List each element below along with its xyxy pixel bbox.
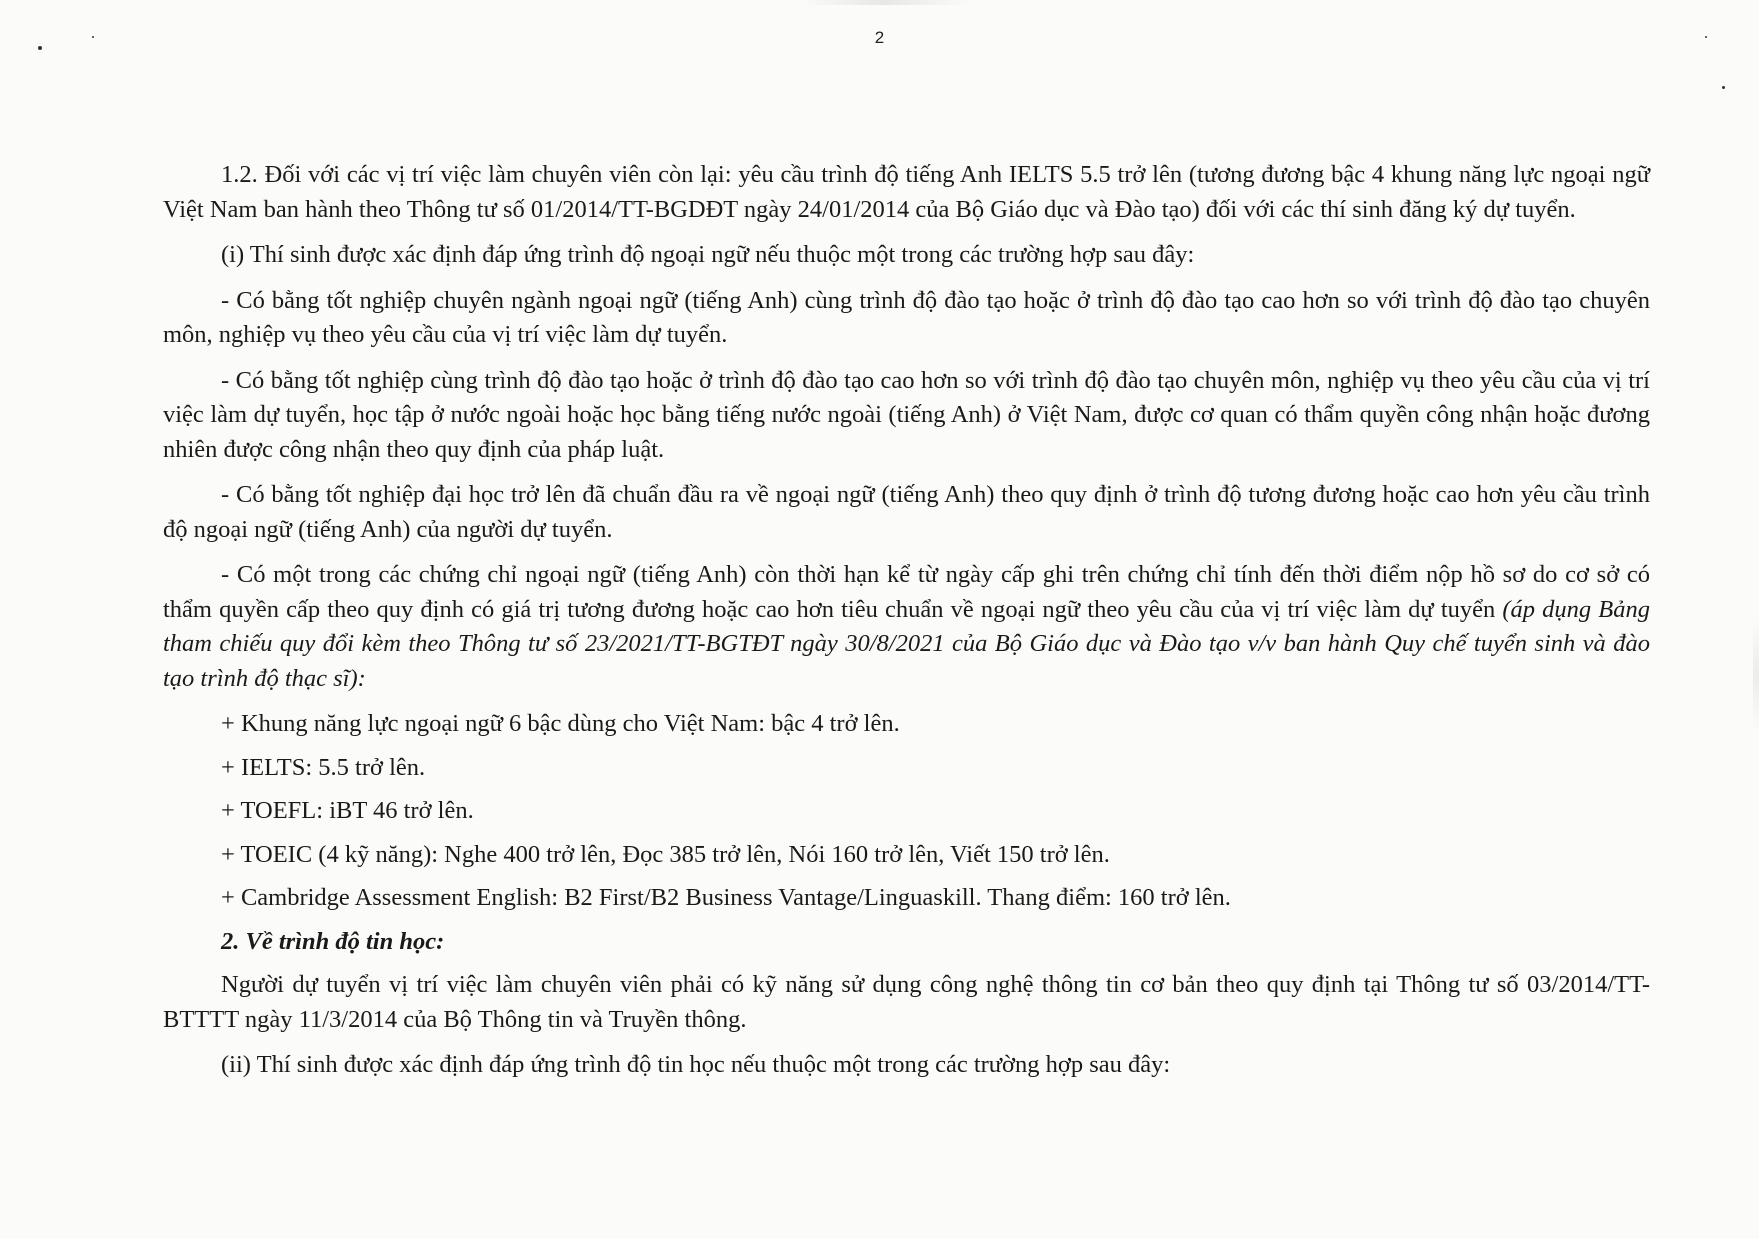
- list-item-toefl: + TOEFL: iBT 46 trở lên.: [221, 797, 474, 824]
- paragraph-foreign-language-cases-intro: (i) Thí sinh được xác định đáp ứng trình độ ngoại ngữ nếu thuộc một trong các trường hợp sau đây:: [221, 241, 1195, 268]
- scan-artifact-top: [800, 0, 970, 5]
- paragraph-case-language-degree: - Có bằng tốt nghiệp chuyên ngành ngoại ngữ (tiếng Anh) cùng trình độ đào tạo hoặc ở trình độ đào tạo cao hơn so với trình độ đào tạo chuyên môn, nghiệp vụ theo yêu cầu của vị trí việc làm dự tuyển.: [163, 286, 1650, 348]
- paragraph-case-foreign-study: - Có bằng tốt nghiệp cùng trình độ đào tạo hoặc ở trình độ đào tạo cao hơn so với trình độ đào tạo chuyên môn, nghiệp vụ theo yêu cầu của vị trí việc làm dự tuyển, học tập ở nước ngoài hoặc học bằng tiếng nước ngoài (tiếng Anh) ở Việt Nam, được cơ quan có thẩm quyền công nhận hoặc đương nhiên được công nhận theo quy định của pháp luật.: [163, 366, 1650, 463]
- list-item-toeic: + TOEIC (4 kỹ năng): Nghe 400 trở lên, Đọc 385 trở lên, Nói 160 trở lên, Viết 150 trở lên.: [221, 840, 1110, 868]
- list-item-cambridge: + Cambridge Assessment English: B2 First/B2 Business Vantage/Linguaskill. Thang điểm: 160 trở lên.: [221, 884, 1231, 911]
- paragraph-case-university-output-standard: - Có bằng tốt nghiệp đại học trở lên đã chuẩn đầu ra về ngoại ngữ (tiếng Anh) theo quy định ở trình độ tương đương hoặc cao hơn yêu cầu trình độ ngoại ngữ (tiếng Anh) của người dự tuyển.: [163, 481, 1650, 543]
- paragraph-case-language-certificate: [163, 558, 1650, 696]
- document-body: [163, 158, 1650, 1094]
- paragraph-foreign-language-requirement: 1.2. Đối với các vị trí việc làm chuyên viên còn lại: yêu cầu trình độ tiếng Anh IELTS 5.5 trở lên (tương đương bậc 4 khung năng lực ngoại ngữ Việt Nam ban hành theo Thông tư số 01/2014/TT-BGDĐT ngày 24/01/2014 của Bộ Giáo dục và Đào tạo) đối với các thí sinh đăng ký dự tuyển.: [163, 161, 1650, 223]
- section-heading-it-skills: 2. Về trình độ tin học:: [221, 927, 445, 955]
- list-item-vietnam-framework: + Khung năng lực ngoại ngữ 6 bậc dùng cho Việt Nam: bậc 4 trở lên.: [221, 710, 900, 737]
- paragraph-it-skills-cases-intro: (ii) Thí sinh được xác định đáp ứng trình độ tin học nếu thuộc một trong các trường hợp sau đây:: [221, 1051, 1171, 1078]
- certificate-text: - Có một trong các chứng chỉ ngoại ngữ (tiếng Anh) còn thời hạn kể từ ngày cấp ghi trên chứng chỉ tính đến thời điểm nộp hồ sơ do cơ sở có thẩm quyền cấp theo quy định có giá trị tương đương hoặc cao hơn tiêu chuẩn về ngoại ngữ theo yêu cầu của vị trí việc làm dự tuyển: [163, 561, 1650, 623]
- paragraph-it-skills-requirement: Người dự tuyển vị trí việc làm chuyên viên phải có kỹ năng sử dụng công nghệ thông tin cơ bản theo quy định tại Thông tư số 03/2014/TT-BTTTT ngày 11/3/2014 của Bộ Thông tin và Truyền thông.: [163, 971, 1650, 1033]
- scan-artifact-side: [1753, 620, 1759, 730]
- scan-speck: [1722, 86, 1725, 89]
- list-item-ielts: + IELTS: 5.5 trở lên.: [221, 753, 426, 781]
- page-number: 2: [874, 28, 885, 47]
- certificate-reference-italic: (áp dụng Bảng tham chiếu quy đổi kèm theo Thông tư số 23/2021/TT-BGTĐT ngày 30/8/2021 của Bộ Giáo dục và Đào tạo v/v ban hành Quy chế tuyển sinh và đào tạo trình độ thạc sĩ):: [163, 595, 1650, 692]
